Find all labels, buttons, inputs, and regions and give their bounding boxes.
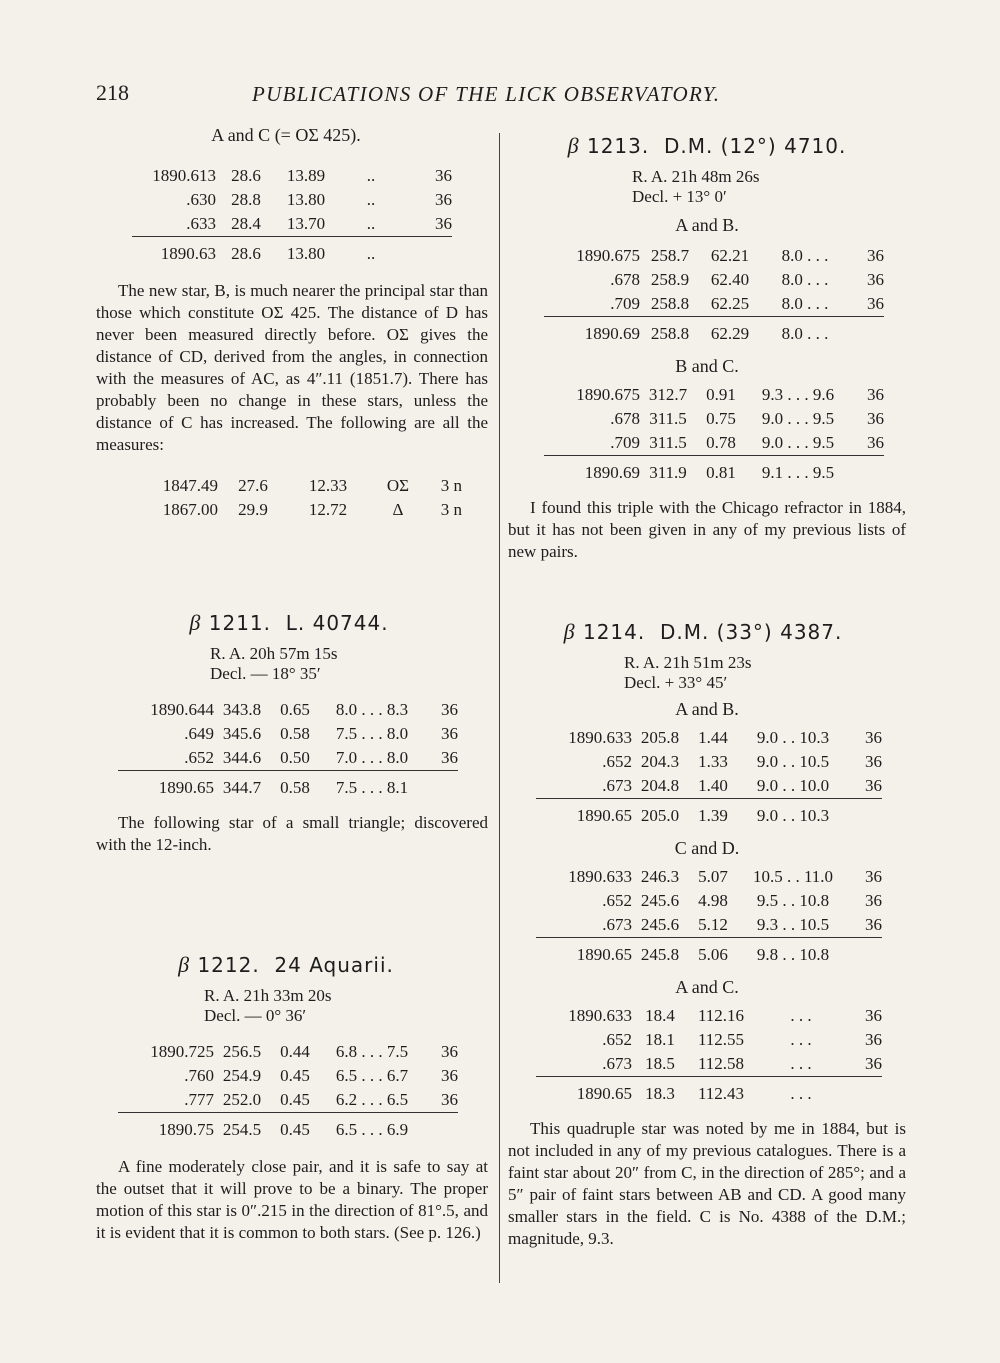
table-cell: 246.3 bbox=[640, 867, 680, 886]
table-cell: 0.91 bbox=[706, 385, 736, 404]
table-cell: .678 bbox=[610, 270, 640, 289]
table-cell: 18.3 bbox=[632, 1077, 688, 1107]
measures-table bbox=[122, 474, 462, 522]
table-cell: .709 bbox=[610, 433, 640, 452]
column-divider bbox=[499, 133, 500, 1283]
table-cell: 8.0 . . . bbox=[781, 246, 829, 265]
b1213-bc-mean-row bbox=[544, 456, 884, 486]
b1213-bc-rows bbox=[544, 383, 884, 456]
right-column bbox=[508, 125, 906, 1250]
table-cell: 36 bbox=[867, 270, 884, 289]
table-row bbox=[118, 722, 458, 746]
table-cell: 18.4 bbox=[645, 1006, 675, 1025]
table-cell bbox=[850, 456, 884, 486]
table-cell: .652 bbox=[602, 752, 632, 771]
table-row bbox=[544, 431, 884, 456]
table-cell: 9.0 . . . 9.5 bbox=[761, 409, 835, 428]
table-cell: 0.44 bbox=[280, 1042, 310, 1061]
table-row bbox=[536, 889, 882, 913]
table-cell: 36 bbox=[441, 700, 458, 719]
table-cell bbox=[848, 938, 882, 968]
table-cell: 0.45 bbox=[270, 1113, 320, 1143]
b1213-number: 1213. bbox=[586, 134, 650, 158]
table-cell: 205.0 bbox=[632, 799, 688, 829]
table-cell: 258.7 bbox=[650, 246, 690, 265]
b1212-section bbox=[96, 952, 488, 1244]
table-cell: 345.6 bbox=[222, 724, 262, 743]
table-cell: 1890.65 bbox=[536, 1077, 632, 1107]
table-cell bbox=[848, 1077, 882, 1107]
table-row bbox=[118, 746, 458, 771]
table-cell: 36 bbox=[865, 915, 882, 934]
ac-paragraph: The new star, B, is much nearer the principal star than those which constitute ΟΣ 425. The distance of D has never been measured directly before. ΟΣ gives the distance of CD, derived from the angles, in connection with the measures of AC, as 4″.11 (1851.7). There has probably been no change in these stars, unless the distance of C has increased. The following are all the measures: bbox=[96, 281, 488, 454]
table-cell: 245.8 bbox=[632, 938, 688, 968]
table-cell: 1890.63 bbox=[132, 237, 216, 267]
table-cell bbox=[850, 317, 884, 347]
table-cell: 112.58 bbox=[697, 1054, 745, 1073]
table-cell: 62.21 bbox=[710, 246, 750, 265]
b1214-section bbox=[508, 619, 906, 1250]
b1213-ab-mean-row bbox=[544, 317, 884, 347]
table-cell: .678 bbox=[610, 409, 640, 428]
table-cell: 13.80 bbox=[286, 190, 326, 209]
table-cell: 1.44 bbox=[698, 728, 728, 747]
table-row bbox=[544, 244, 884, 268]
table-cell: 9.3 . . 10.5 bbox=[756, 915, 830, 934]
table-cell: . . . bbox=[790, 1030, 812, 1049]
table-cell: .652 bbox=[602, 891, 632, 910]
table-cell: 9.0 . . 10.3 bbox=[756, 728, 830, 747]
table-cell: 0.75 bbox=[706, 409, 736, 428]
table-cell: .673 bbox=[602, 776, 632, 795]
running-title: PUBLICATIONS OF THE LICK OBSERVATORY. bbox=[252, 82, 721, 106]
table-cell: 27.6 bbox=[238, 476, 268, 495]
b1213-ab-label: A and B. bbox=[675, 215, 739, 235]
b1213-title bbox=[508, 133, 906, 159]
table-cell: 18.1 bbox=[645, 1030, 675, 1049]
b1214-ac-label: A and C. bbox=[675, 977, 739, 997]
table-cell: 8.0 . . . bbox=[781, 270, 829, 289]
table-cell: 36 bbox=[865, 891, 882, 910]
table-cell: 36 bbox=[865, 1030, 882, 1049]
table-cell: 0.45 bbox=[280, 1090, 310, 1109]
b1214-decl: Decl. + 33° 45′ bbox=[624, 673, 728, 692]
table-cell: 1867.00 bbox=[162, 500, 218, 519]
b1211-mean-row bbox=[118, 771, 458, 801]
table-cell: .652 bbox=[184, 748, 214, 767]
b1212-position bbox=[204, 986, 488, 1026]
b1214-number: 1214. bbox=[582, 620, 646, 644]
table-cell: 9.8 . . 10.8 bbox=[738, 938, 848, 968]
table-cell: 6.8 . . . 7.5 bbox=[335, 1042, 409, 1061]
b1212-number: 1212. bbox=[197, 953, 260, 977]
table-cell bbox=[406, 237, 452, 267]
table-cell: 36 bbox=[865, 752, 882, 771]
b1214-position bbox=[624, 653, 906, 693]
table-cell: 254.5 bbox=[214, 1113, 270, 1143]
table-cell: 0.45 bbox=[280, 1066, 310, 1085]
table-cell: 10.5 . . 11.0 bbox=[752, 867, 834, 886]
measures-rows bbox=[122, 474, 462, 522]
table-cell: 9.3 . . . 9.6 bbox=[761, 385, 835, 404]
table-cell: 6.5 . . . 6.9 bbox=[320, 1113, 424, 1143]
table-cell: 36 bbox=[865, 867, 882, 886]
table-cell: 258.9 bbox=[650, 270, 690, 289]
table-cell: 3 n bbox=[440, 476, 462, 495]
table-cell: 18.5 bbox=[645, 1054, 675, 1073]
table-row bbox=[544, 292, 884, 317]
b1214-cd-label: C and D. bbox=[674, 838, 740, 858]
table-cell: 1890.644 bbox=[150, 700, 214, 719]
table-cell: 258.8 bbox=[650, 294, 690, 313]
table-cell: 7.5 . . . 8.0 bbox=[335, 724, 409, 743]
b1213-ab-table bbox=[544, 244, 884, 346]
b1211-paragraph: The following star of a small triangle; discovered with the 12-inch. bbox=[96, 813, 488, 854]
table-row bbox=[122, 474, 462, 498]
table-cell: 36 bbox=[441, 1042, 458, 1061]
table-cell: 204.8 bbox=[640, 776, 680, 795]
table-row bbox=[536, 1004, 882, 1028]
table-cell: 0.65 bbox=[280, 700, 310, 719]
table-cell: 7.0 . . . 8.0 bbox=[335, 748, 409, 767]
table-cell: 344.7 bbox=[214, 771, 270, 801]
b1213-section bbox=[508, 133, 906, 563]
table-cell bbox=[424, 771, 458, 801]
b1213-decl: Decl. + 13° 0′ bbox=[632, 187, 727, 206]
table-cell: 1890.69 bbox=[544, 317, 640, 347]
table-cell: 8.0 . . . 8.3 bbox=[335, 700, 409, 719]
table-row bbox=[536, 913, 882, 938]
table-cell: 112.16 bbox=[697, 1006, 745, 1025]
b1213-bc-table bbox=[544, 383, 884, 485]
b1212-ra: R. A. 21h 33m 20s bbox=[204, 986, 332, 1005]
table-row bbox=[536, 865, 882, 889]
table-cell: 0.78 bbox=[706, 433, 736, 452]
table-cell: 5.12 bbox=[698, 915, 728, 934]
b1213-paragraph: I found this triple with the Chicago refractor in 1884, but it has not been given in any of my previous lists of new pairs. bbox=[508, 498, 906, 561]
beta-symbol: β bbox=[563, 619, 576, 644]
table-cell: 36 bbox=[865, 728, 882, 747]
table-cell: .709 bbox=[610, 294, 640, 313]
table-cell: 1890.65 bbox=[118, 771, 214, 801]
table-row bbox=[544, 268, 884, 292]
table-cell: 36 bbox=[441, 724, 458, 743]
table-row bbox=[536, 726, 882, 750]
table-row bbox=[536, 774, 882, 799]
b1212-paragraph: A fine moderately close pair, and it is safe to say at the outset that it will prove to be a binary. The proper motion of this star is 0″.215 in the direction of 81°.5, and it is evident that it is common to both stars. (See p. 126.) bbox=[96, 1157, 488, 1242]
table-cell: 344.6 bbox=[222, 748, 262, 767]
table-cell: .. bbox=[336, 237, 406, 267]
b1211-section bbox=[96, 610, 488, 856]
b1214-ac-rows bbox=[536, 1004, 882, 1077]
table-cell: .673 bbox=[602, 1054, 632, 1073]
table-row bbox=[132, 164, 452, 188]
table-row bbox=[132, 188, 452, 212]
table-cell: 13.80 bbox=[276, 237, 336, 267]
b1212-title bbox=[84, 952, 488, 978]
b1212-mean-row bbox=[118, 1113, 458, 1143]
table-cell: 312.7 bbox=[648, 385, 688, 404]
table-cell: 4.98 bbox=[698, 891, 728, 910]
table-cell: 36 bbox=[865, 776, 882, 795]
table-cell: .630 bbox=[186, 190, 216, 209]
table-cell: 9.0 . . 10.0 bbox=[756, 776, 830, 795]
b1211-position bbox=[210, 644, 488, 684]
b1211-decl: Decl. — 18° 35′ bbox=[210, 664, 321, 683]
ac-rows bbox=[132, 164, 452, 237]
table-cell: 62.25 bbox=[710, 294, 750, 313]
beta-symbol: β bbox=[178, 952, 191, 977]
b1212-rows bbox=[118, 1040, 458, 1113]
b1211-number: 1211. bbox=[208, 611, 272, 635]
table-cell: 204.3 bbox=[640, 752, 680, 771]
b1213-position bbox=[632, 167, 906, 207]
table-cell: 36 bbox=[441, 1090, 458, 1109]
table-row bbox=[536, 1052, 882, 1077]
table-cell: 9.0 . . 10.3 bbox=[738, 799, 848, 829]
b1214-ac-table bbox=[536, 1004, 882, 1106]
table-cell: 13.70 bbox=[286, 214, 326, 233]
table-cell: 112.43 bbox=[688, 1077, 754, 1107]
table-cell: 252.0 bbox=[222, 1090, 262, 1109]
table-cell: .. bbox=[366, 214, 376, 233]
table-cell: 8.0 . . . bbox=[781, 294, 829, 313]
table-cell: 62.29 bbox=[700, 317, 760, 347]
b1213-ra: R. A. 21h 48m 26s bbox=[632, 167, 760, 186]
table-row bbox=[132, 212, 452, 237]
table-cell: 7.5 . . . 8.1 bbox=[320, 771, 424, 801]
table-cell: 256.5 bbox=[222, 1042, 262, 1061]
table-row bbox=[118, 698, 458, 722]
table-cell: 36 bbox=[435, 190, 452, 209]
table-cell: 36 bbox=[867, 385, 884, 404]
table-cell: 28.6 bbox=[216, 237, 276, 267]
table-cell: 1890.65 bbox=[536, 938, 632, 968]
table-cell: .633 bbox=[186, 214, 216, 233]
table-cell: 1890.633 bbox=[568, 1006, 632, 1025]
table-cell: 9.0 . . 10.5 bbox=[756, 752, 830, 771]
table-cell: 1890.75 bbox=[118, 1113, 214, 1143]
table-cell: .652 bbox=[602, 1030, 632, 1049]
table-cell: 311.5 bbox=[649, 409, 687, 428]
table-cell: 36 bbox=[867, 294, 884, 313]
table-cell: 28.4 bbox=[231, 214, 261, 233]
b1213-bc-label: B and C. bbox=[675, 356, 739, 376]
table-cell: 1890.633 bbox=[568, 867, 632, 886]
table-cell: 1890.613 bbox=[152, 166, 216, 185]
table-cell: ΟΣ bbox=[386, 476, 410, 495]
b1214-paragraph: This quadruple star was noted by me in 1884, but is not included in any of my previous catalogues. There is a faint star about 20″ from C, in the direction of 285°; and a 5″ pair of faint stars between AB and CD. A good many smaller stars in the field. C is No. 4388 of the D.M.; magnitude, 9.3. bbox=[508, 1119, 906, 1248]
table-cell: 311.9 bbox=[640, 456, 696, 486]
table-cell: 1.40 bbox=[698, 776, 728, 795]
ac-mean-row bbox=[132, 237, 452, 267]
b1214-cd-table bbox=[536, 865, 882, 967]
b1214-ab-label: A and B. bbox=[675, 699, 739, 719]
table-cell: 112.55 bbox=[697, 1030, 745, 1049]
table-cell: 1.39 bbox=[688, 799, 738, 829]
table-cell: .777 bbox=[184, 1090, 214, 1109]
table-cell: 6.5 . . . 6.7 bbox=[335, 1066, 409, 1085]
table-cell: 245.6 bbox=[640, 891, 680, 910]
table-cell: 1847.49 bbox=[162, 476, 218, 495]
b1211-ra: R. A. 20h 57m 15s bbox=[210, 644, 338, 663]
table-cell: 28.8 bbox=[231, 190, 261, 209]
table-cell: 36 bbox=[435, 214, 452, 233]
table-cell: 254.9 bbox=[222, 1066, 262, 1085]
table-cell: 9.1 . . . 9.5 bbox=[746, 456, 850, 486]
b1214-ac-mean-row bbox=[536, 1077, 882, 1107]
table-cell: 258.8 bbox=[640, 317, 700, 347]
b1211-rows bbox=[118, 698, 458, 771]
table-cell: 36 bbox=[865, 1006, 882, 1025]
table-row bbox=[118, 1064, 458, 1088]
table-cell: . . . bbox=[754, 1077, 848, 1107]
table-row bbox=[544, 407, 884, 431]
table-cell: 36 bbox=[441, 748, 458, 767]
table-cell: 9.0 . . . 9.5 bbox=[761, 433, 835, 452]
table-cell bbox=[424, 1113, 458, 1143]
table-cell: 12.72 bbox=[308, 500, 348, 519]
b1211-title bbox=[90, 610, 488, 636]
b1212-name: 24 Aquarii. bbox=[274, 953, 394, 977]
table-cell: 5.07 bbox=[698, 867, 728, 886]
table-cell: .673 bbox=[602, 915, 632, 934]
table-cell: 36 bbox=[435, 166, 452, 185]
table-cell: .649 bbox=[184, 724, 214, 743]
beta-symbol: β bbox=[567, 133, 580, 158]
b1214-ab-mean-row bbox=[536, 799, 882, 829]
table-row bbox=[118, 1088, 458, 1113]
table-cell: 1.33 bbox=[698, 752, 728, 771]
b1214-cd-mean-row bbox=[536, 938, 882, 968]
table-cell: 1890.675 bbox=[576, 385, 640, 404]
table-cell: 62.40 bbox=[710, 270, 750, 289]
table-cell: 0.81 bbox=[696, 456, 746, 486]
table-cell: .760 bbox=[184, 1066, 214, 1085]
table-cell: . . . bbox=[790, 1006, 812, 1025]
table-cell: 0.58 bbox=[280, 724, 310, 743]
b1214-ab-rows bbox=[536, 726, 882, 799]
table-cell: 36 bbox=[867, 433, 884, 452]
table-row bbox=[536, 750, 882, 774]
b1214-name: D.M. (33°) 4387. bbox=[659, 620, 843, 644]
table-cell: .. bbox=[366, 190, 376, 209]
b1214-ab-table bbox=[536, 726, 882, 828]
table-cell: 36 bbox=[867, 409, 884, 428]
table-cell: 36 bbox=[867, 246, 884, 265]
table-cell: 1890.69 bbox=[544, 456, 640, 486]
table-cell: 311.5 bbox=[649, 433, 687, 452]
table-row bbox=[536, 1028, 882, 1052]
table-cell: 9.5 . . 10.8 bbox=[756, 891, 830, 910]
table-cell: 0.50 bbox=[280, 748, 310, 767]
table-row bbox=[118, 1040, 458, 1064]
b1211-name: L. 40744. bbox=[285, 611, 389, 635]
table-cell: 343.8 bbox=[222, 700, 262, 719]
b1214-cd-rows bbox=[536, 865, 882, 938]
left-column bbox=[96, 125, 488, 1244]
table-cell: 245.6 bbox=[640, 915, 680, 934]
ac-table bbox=[132, 164, 452, 266]
table-cell: 1890.725 bbox=[150, 1042, 214, 1061]
b1212-table bbox=[118, 1040, 458, 1142]
table-cell: 13.89 bbox=[286, 166, 326, 185]
table-cell: 1890.633 bbox=[568, 728, 632, 747]
table-cell: 12.33 bbox=[308, 476, 348, 495]
table-cell bbox=[848, 799, 882, 829]
table-cell: 6.2 . . . 6.5 bbox=[335, 1090, 409, 1109]
b1213-name: D.M. (12°) 4710. bbox=[663, 134, 847, 158]
b1213-ab-rows bbox=[544, 244, 884, 317]
table-cell: 0.58 bbox=[270, 771, 320, 801]
table-cell: 205.8 bbox=[640, 728, 680, 747]
table-cell: 36 bbox=[441, 1066, 458, 1085]
b1214-ra: R. A. 21h 51m 23s bbox=[624, 653, 752, 672]
table-cell: .. bbox=[366, 166, 376, 185]
table-cell: 36 bbox=[865, 1054, 882, 1073]
table-cell: Δ bbox=[392, 500, 404, 519]
b1212-decl: Decl. — 0° 36′ bbox=[204, 1006, 307, 1025]
table-cell: 5.06 bbox=[688, 938, 738, 968]
b1211-table bbox=[118, 698, 458, 800]
table-cell: 3 n bbox=[440, 500, 462, 519]
table-row bbox=[122, 498, 462, 522]
ac-title: A and C (= ΟΣ 425). bbox=[211, 125, 361, 145]
table-cell: 8.0 . . . bbox=[760, 317, 850, 347]
table-cell: 1890.65 bbox=[536, 799, 632, 829]
page-number: 218 bbox=[96, 80, 129, 105]
table-cell: . . . bbox=[790, 1054, 812, 1073]
table-cell: 28.6 bbox=[231, 166, 261, 185]
table-cell: 1890.675 bbox=[576, 246, 640, 265]
b1214-title bbox=[500, 619, 906, 645]
table-cell: 29.9 bbox=[238, 500, 268, 519]
beta-symbol: β bbox=[189, 610, 202, 635]
table-row bbox=[544, 383, 884, 407]
